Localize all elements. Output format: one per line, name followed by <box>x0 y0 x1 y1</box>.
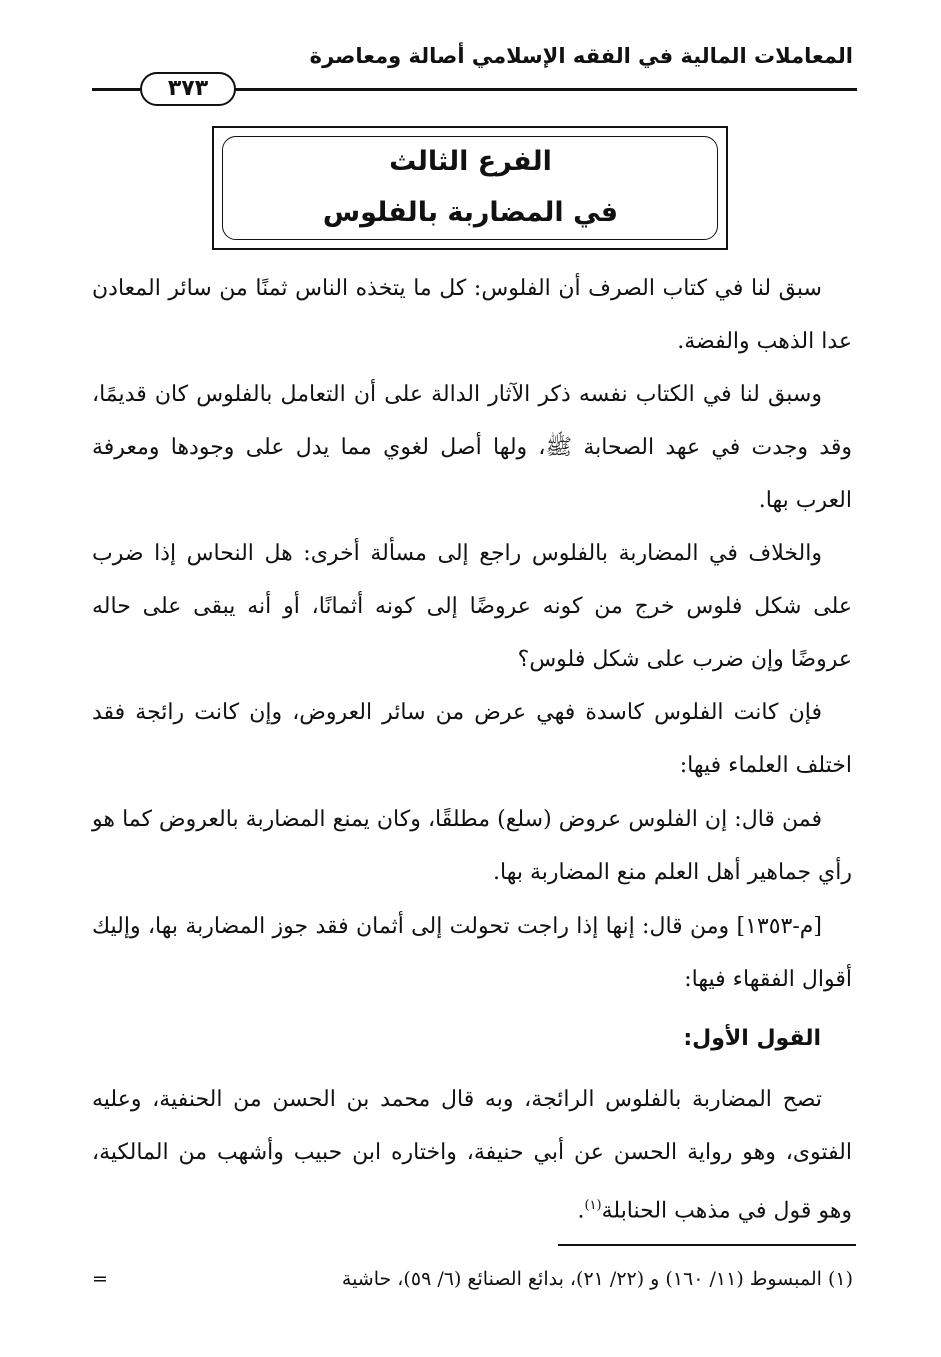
paragraph-3-text: والخلاف في المضاربة بالفلوس راجع إلى مسألة أخرى: هل النحاس إذا ضرب على شكل فلوس خرج من كونه عروضًا إلى كونه أثمانًا، أو أنه يبقى على حاله عروضًا وإن ضرب على شكل فلوس؟ <box>92 541 852 672</box>
section-title-line1: الفرع الثالث <box>389 146 552 177</box>
paragraph-2 <box>92 368 852 527</box>
footnote-reference[interactable]: (١) <box>584 1198 602 1213</box>
paragraph-7 <box>92 1073 852 1237</box>
paragraph-3 <box>92 527 852 686</box>
paragraph-5 <box>92 793 852 899</box>
section-title-line2: في المضاربة بالفلوس <box>322 197 619 228</box>
paragraph-6-text: [م-١٣٥٣] ومن قال: إنها إذا راجت تحولت إلى أثمان فقد جوز المضاربة بها، وإليك أقوال الفقهاء فيها: <box>92 914 852 992</box>
paragraph-2-text: وسبق لنا في الكتاب نفسه ذكر الآثار الدالة على أن التعامل بالفلوس كان قديمًا، وقد وجدت في عهد الصحابة ﷺ، ولها أصل لغوي مما يدل على وجودها ومعرفة العرب بها. <box>92 382 852 513</box>
page-number: ٣٧٣ <box>140 72 236 106</box>
paragraph-7-text: تصح المضاربة بالفلوس الرائجة، وبه قال محمد بن الحسن من الحنفية، وعليه الفتوى، وهو رواية الحسن عن أبي حنيفة، واختاره ابن حبيب وأشهب من المالكية، وهو قول في مذهب الحنابلة <box>92 1087 852 1224</box>
paragraph-4 <box>92 686 852 792</box>
footnote-1: (١) المبسوط (١١/ ١٦٠) و (٢٢/ ٢١)، بدائع الصنائع (٦/ ٥٩)، حاشية <box>341 1268 853 1290</box>
footnote-separator <box>558 1244 856 1246</box>
paragraph-6 <box>92 900 852 1006</box>
paragraph-7-end: . <box>577 1198 585 1224</box>
paragraph-5-text: فمن قال: إن الفلوس عروض (سلع) مطلقًا، وكان يمنع المضاربة بالعروض كما هو رأي جماهير أهل العلم منع المضاربة بها. <box>92 807 852 885</box>
footnote-continuation-mark: = <box>92 1268 108 1290</box>
section-title-frame <box>212 126 728 250</box>
subheading-first-opinion: القول الأول: <box>683 1026 821 1051</box>
running-head-title: المعاملات المالية في الفقه الإسلامي أصالة ومعاصرة <box>309 44 853 68</box>
paragraph-1-text: سبق لنا في كتاب الصرف أن الفلوس: كل ما يتخذه الناس ثمنًا من سائر المعادن عدا الذهب والفضة. <box>92 276 852 354</box>
paragraph-4-text: فإن كانت الفلوس كاسدة فهي عرض من سائر العروض، وإن كانت رائجة فقد اختلف العلماء فيها: <box>92 700 852 778</box>
paragraph-1 <box>92 262 852 368</box>
